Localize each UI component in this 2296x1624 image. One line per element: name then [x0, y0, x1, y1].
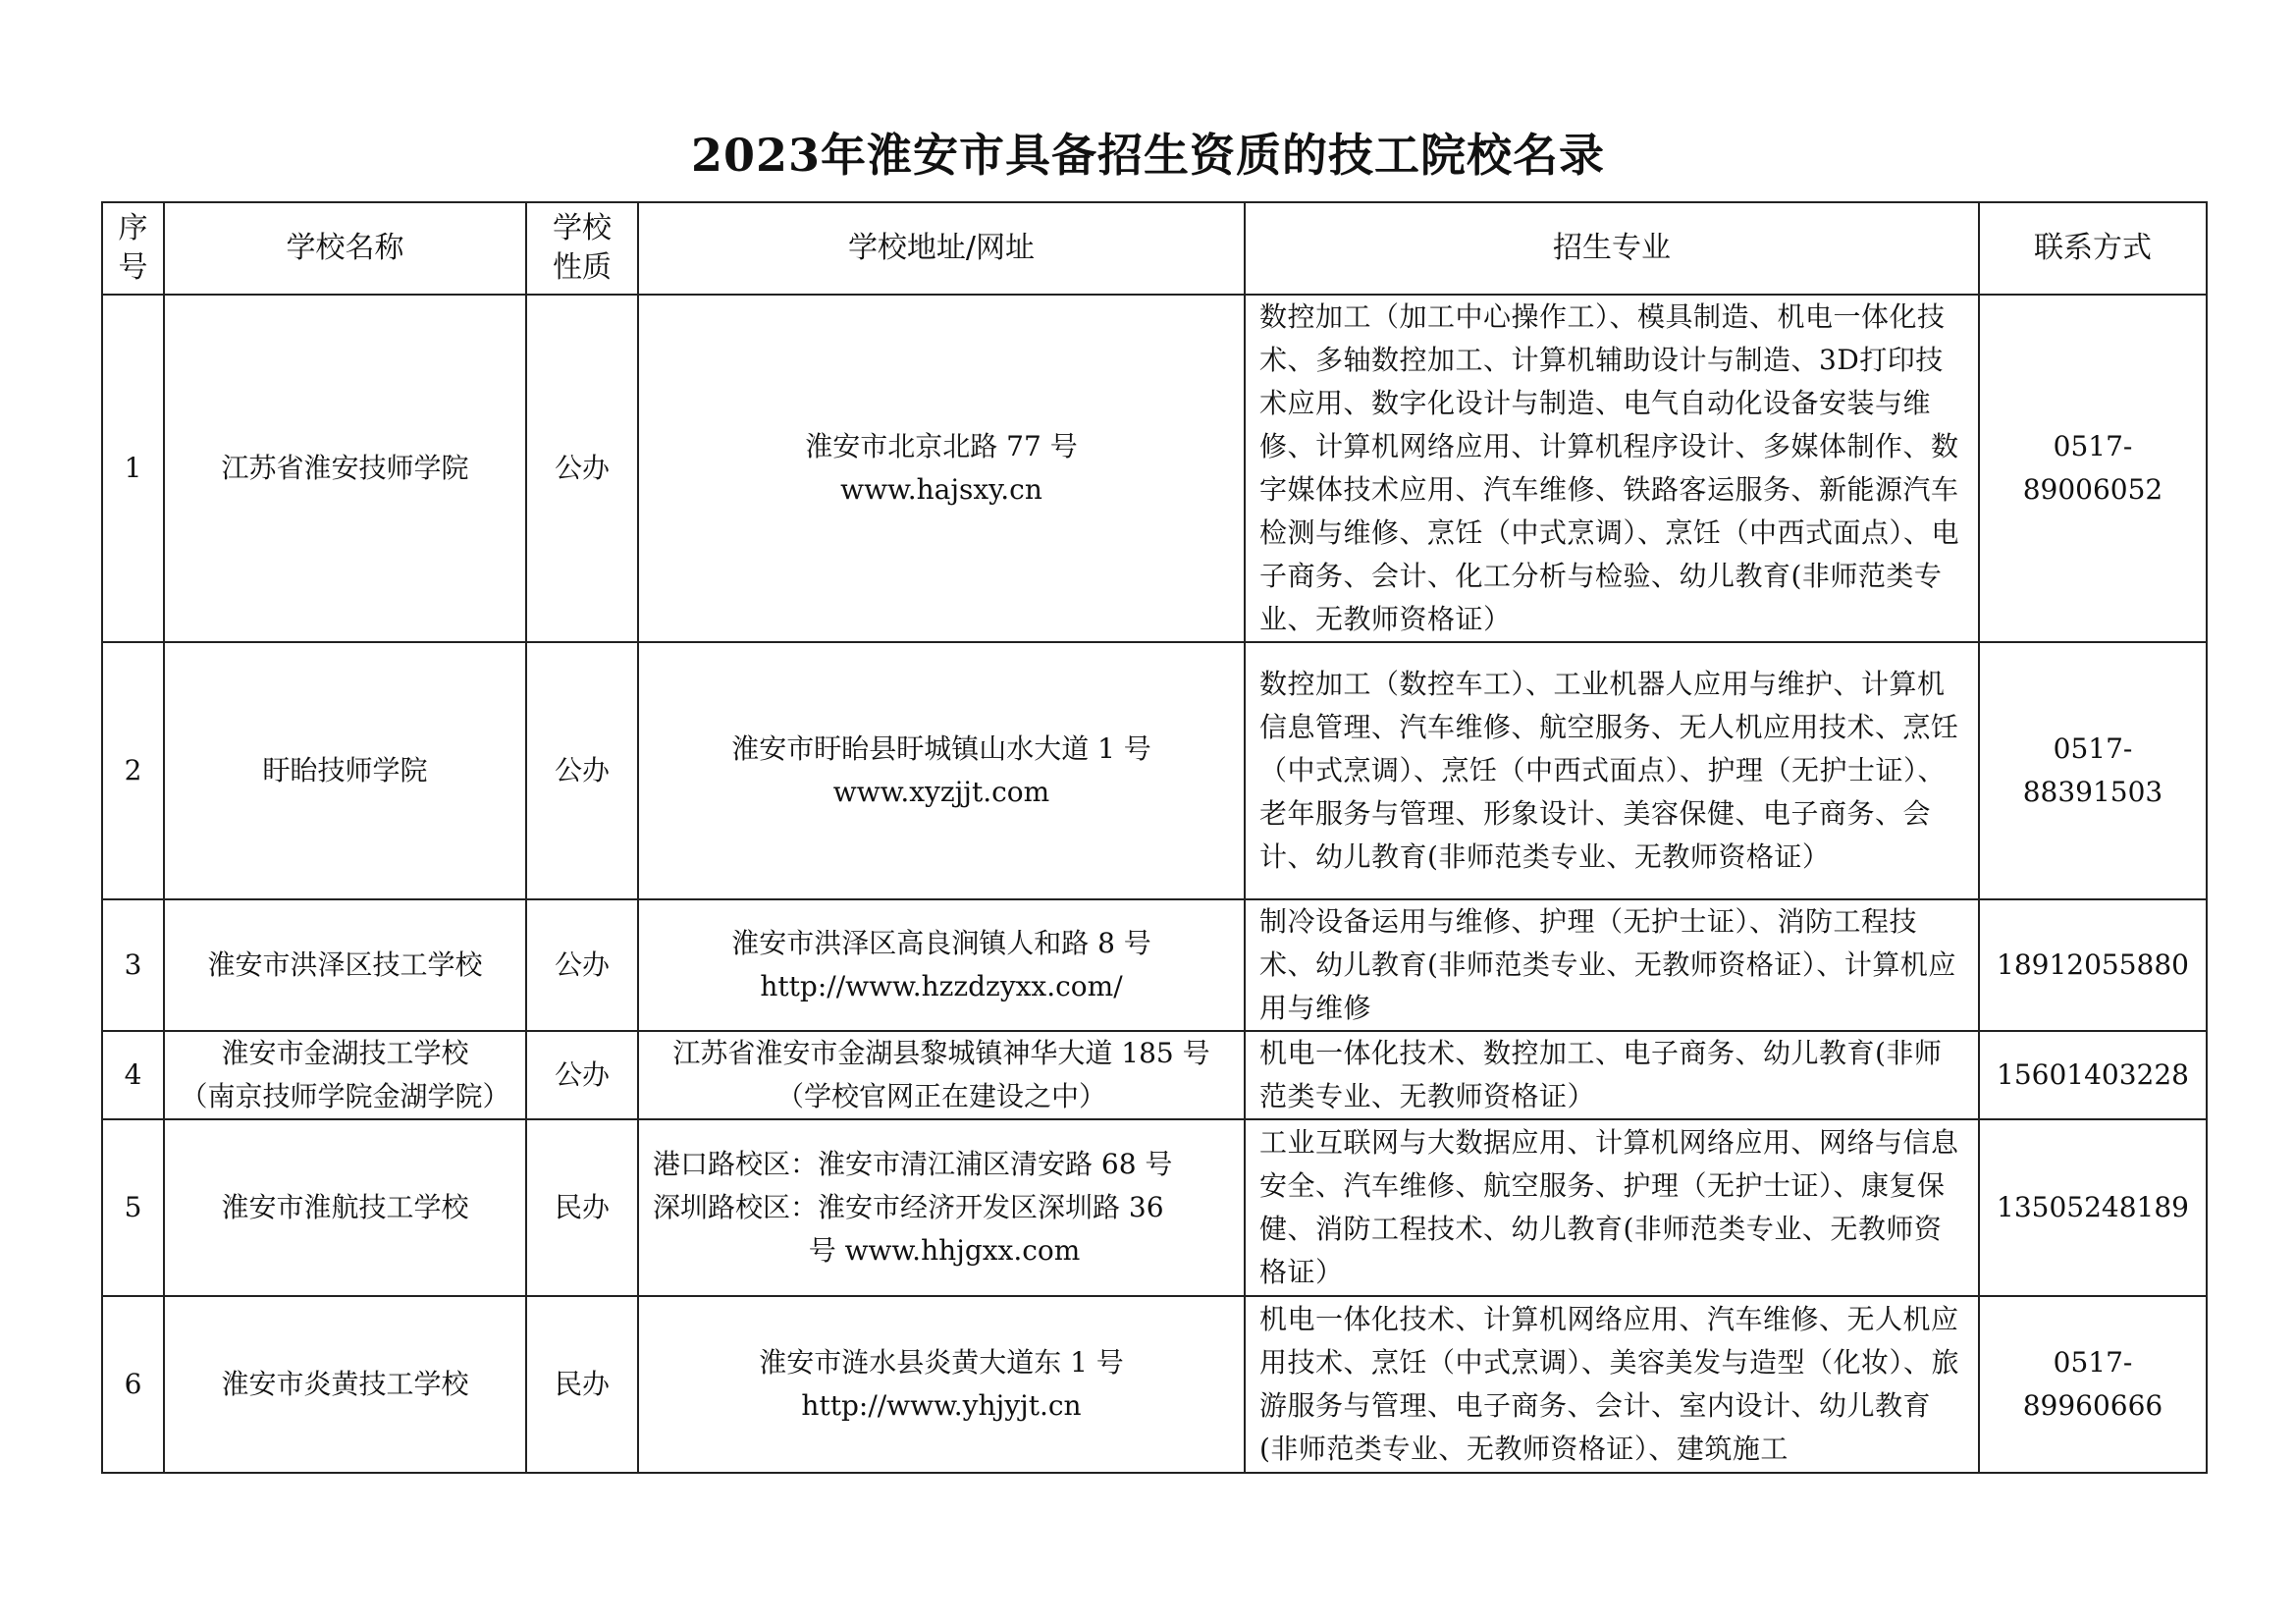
- school-name: 淮安市洪泽区技工学校: [164, 899, 526, 1031]
- header-index: 序 号: [102, 202, 164, 295]
- school-nature: 民办: [526, 1296, 638, 1473]
- school-majors: 数控加工（数控车工）、工业机器人应用与维护、计算机信息管理、汽车维修、航空服务、无人机应用技术、烹饪（中式烹调）、烹饪（中西式面点）、护理（无护士证）、老年服务与管理、形象设计、美容保健、电子商务、会计、幼儿教育(非师范类专业、无教师资格证）: [1245, 642, 1979, 899]
- school-name: 江苏省淮安技师学院: [164, 295, 526, 642]
- school-address: 淮安市北京北路 77 号 www.hajsxy.cn: [638, 295, 1245, 642]
- school-contact: 15601403228: [1979, 1031, 2207, 1119]
- header-contact: 联系方式: [1979, 202, 2207, 295]
- school-contact: 18912055880: [1979, 899, 2207, 1031]
- school-contact: 0517-88391503: [1979, 642, 2207, 899]
- header-address: 学校地址/网址: [638, 202, 1245, 295]
- row-index: 1: [102, 295, 164, 642]
- header-majors: 招生专业: [1245, 202, 1979, 295]
- row-index: 2: [102, 642, 164, 899]
- school-contact: 0517-89006052: [1979, 295, 2207, 642]
- school-roster-table: [101, 201, 2208, 1474]
- school-majors: 工业互联网与大数据应用、计算机网络应用、网络与信息安全、汽车维修、航空服务、护理（无护士证）、康复保健、消防工程技术、幼儿教育(非师范类专业、无教师资格证）: [1245, 1119, 1979, 1296]
- header-school-name: 学校名称: [164, 202, 526, 295]
- school-address: 淮安市涟水县炎黄大道东 1 号 http://www.yhjyjt.cn: [638, 1296, 1245, 1473]
- row-index: 6: [102, 1296, 164, 1473]
- school-majors: 机电一体化技术、计算机网络应用、汽车维修、无人机应用技术、烹饪（中式烹调）、美容美发与造型（化妆）、旅游服务与管理、电子商务、会计、室内设计、幼儿教育(非师范类专业、无教师资格证）、建筑施工: [1245, 1296, 1979, 1473]
- school-address: 江苏省淮安市金湖县黎城镇神华大道 185 号 （学校官网正在建设之中）: [638, 1031, 1245, 1119]
- row-index: 3: [102, 899, 164, 1031]
- school-name: 淮安市金湖技工学校 （南京技师学院金湖学院）: [164, 1031, 526, 1119]
- school-nature: 公办: [526, 899, 638, 1031]
- school-name: 盱眙技师学院: [164, 642, 526, 899]
- table-row: [102, 642, 2207, 899]
- table-row: [102, 899, 2207, 1031]
- row-index: 5: [102, 1119, 164, 1296]
- school-majors: 制冷设备运用与维修、护理（无护士证）、消防工程技术、幼儿教育(非师范类专业、无教师资格证）、计算机应用与维修: [1245, 899, 1979, 1031]
- table-row: [102, 1031, 2207, 1119]
- school-majors: 机电一体化技术、数控加工、电子商务、幼儿教育(非师范类专业、无教师资格证）: [1245, 1031, 1979, 1119]
- header-school-nature: 学校 性质: [526, 202, 638, 295]
- table-header-row: [102, 202, 2207, 295]
- school-address: 淮安市盱眙县盱城镇山水大道 1 号 www.xyzjjt.com: [638, 642, 1245, 899]
- school-contact: 0517-89960666: [1979, 1296, 2207, 1473]
- school-name: 淮安市淮航技工学校: [164, 1119, 526, 1296]
- table-row: [102, 1119, 2207, 1296]
- school-nature: 民办: [526, 1119, 638, 1296]
- school-nature: 公办: [526, 295, 638, 642]
- school-nature: 公办: [526, 642, 638, 899]
- school-majors: 数控加工（加工中心操作工）、模具制造、机电一体化技术、多轴数控加工、计算机辅助设计与制造、3D打印技术应用、数字化设计与制造、电气自动化设备安装与维修、计算机网络应用、计算机程序设计、多媒体制作、数字媒体技术应用、汽车维修、铁路客运服务、新能源汽车检测与维修、烹饪（中式烹调）、烹饪（中西式面点）、电子商务、会计、化工分析与检验、幼儿教育(非师范类专业、无教师资格证）: [1245, 295, 1979, 642]
- row-index: 4: [102, 1031, 164, 1119]
- table-row: [102, 295, 2207, 642]
- school-name: 淮安市炎黄技工学校: [164, 1296, 526, 1473]
- school-address: 港口路校区：淮安市清江浦区清安路 68 号 深圳路校区：淮安市经济开发区深圳路 36 号 www.hhjgxx.com: [638, 1119, 1245, 1296]
- school-nature: 公办: [526, 1031, 638, 1119]
- page-title: 2023年淮安市具备招生资质的技工院校名录: [690, 129, 1606, 182]
- school-address: 淮安市洪泽区高良涧镇人和路 8 号 http://www.hzzdzyxx.com/: [638, 899, 1245, 1031]
- table-row: [102, 1296, 2207, 1473]
- school-contact: 13505248189: [1979, 1119, 2207, 1296]
